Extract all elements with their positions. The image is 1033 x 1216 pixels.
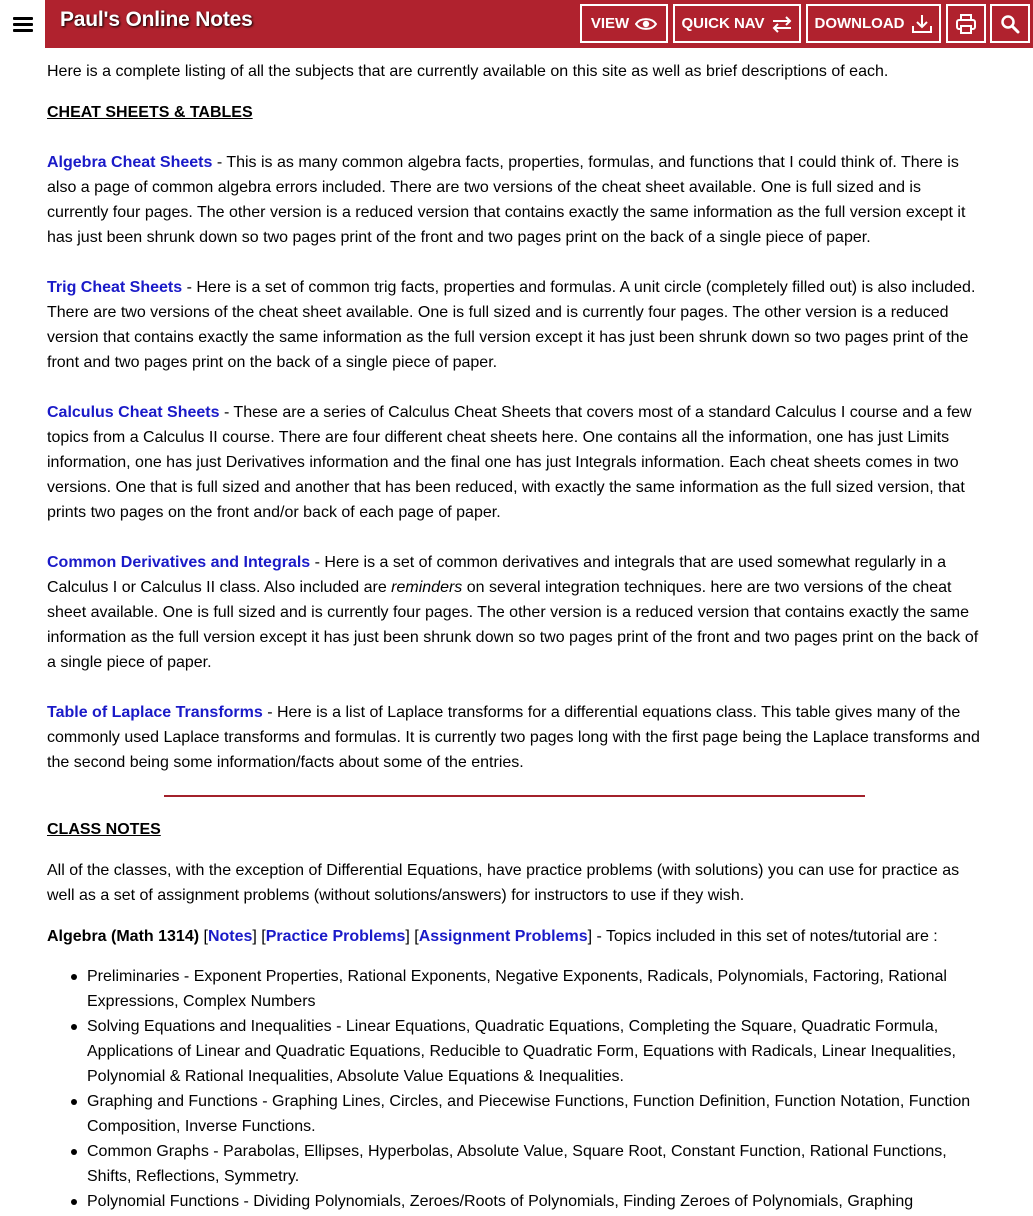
print-button[interactable] xyxy=(946,4,986,43)
laplace-transforms-link[interactable]: Table of Laplace Transforms xyxy=(47,704,263,721)
algebra-topics-list xyxy=(47,964,983,1214)
calculus-cheat-sheets-link[interactable]: Calculus Cheat Sheets xyxy=(47,404,220,421)
brand-bar xyxy=(45,0,1033,48)
view-button[interactable]: VIEW xyxy=(580,4,668,43)
list-item: Preliminaries - Exponent Properties, Rational Exponents, Negative Exponents, Radicals, Polynomials, Factoring, Rational Expressions, Complex Numbers xyxy=(87,964,983,1014)
swap-arrows-icon xyxy=(771,15,793,33)
top-bar xyxy=(0,0,1033,48)
laplace-transforms-desc: - Here is a list of Laplace transforms for a differential equations class. This table gives many of the commonly used Laplace transforms and formulas. It is currently two pages long with the first page being the Laplace transforms and the second being some information/facts about some of the entries. xyxy=(47,704,980,771)
trig-cheat-sheets-desc: - Here is a set of common trig facts, properties and formulas. A unit circle (completely filled out) is also included. There are two versions of the cheat sheet available. One is full sized and is currently four pages. The other version is a reduced version that contains exactly the same information as the full version except it has just been shrunk down so two pages print of the front and two pages print on the back of a single piece of paper. xyxy=(47,279,976,371)
cheat-sheet-item-laplace xyxy=(47,700,983,775)
algebra-cheat-sheets-link[interactable]: Algebra Cheat Sheets xyxy=(47,154,213,171)
cheat-sheet-item-algebra xyxy=(47,150,983,250)
list-item: Graphing and Functions - Graphing Lines, Circles, and Piecewise Functions, Function Definition, Function Notation, Function Composition, Inverse Functions. xyxy=(87,1089,983,1139)
section-divider xyxy=(164,795,865,797)
intro-text: Here is a complete listing of all the subjects that are currently available on this site as well as brief descriptions of each. xyxy=(47,63,889,80)
algebra-cheat-sheets-desc: - This is as many common algebra facts, properties, formulas, and functions that I could think of. There is also a page of common algebra errors included. There are two versions of the cheat sheet available. One is full sized and is currently four pages. The other version is a reduced version that contains exactly the same information as the full version except it has just been shrunk down so two pages print of the front and two pages print on the back of a single piece of paper. xyxy=(47,154,966,246)
list-item: Solving Equations and Inequalities - Linear Equations, Quadratic Equations, Completing the Square, Quadratic Formula, Applications of Linear and Quadratic Equations, Reducible to Quadratic Form, Equations with Radicals, Linear Inequalities, Polynomial & Rational Inequalities, Absolute Value Equations & Inequalities. xyxy=(87,1014,983,1089)
cheat-sheets-heading: CHEAT SHEETS & TABLES xyxy=(47,104,253,121)
printer-icon xyxy=(955,14,977,34)
class-notes-intro: All of the classes, with the exception of Differential Equations, have practice problems (with solutions) you can use for practice as well as a set of assignment problems (without solutions/answers) for instructors to use if they wish. xyxy=(47,862,960,904)
algebra-notes-link[interactable]: Notes xyxy=(207,928,253,945)
algebra-practice-problems-link[interactable]: Practice Problems xyxy=(265,928,406,945)
list-item: Polynomial Functions - Dividing Polynomials, Zeroes/Roots of Polynomials, Finding Zeroes of Polynomials, Graphing xyxy=(87,1189,983,1214)
menu-icon[interactable] xyxy=(0,0,45,48)
common-derivatives-desc-em: reminders xyxy=(391,579,463,596)
trig-cheat-sheets-link[interactable]: Trig Cheat Sheets xyxy=(47,279,183,296)
algebra-class-line: Algebra (Math 1314) [Notes] [Practice Problems] [Assignment Problems] - Topics included in this set of notes/tutorial are : xyxy=(47,928,938,945)
algebra-assignment-problems-link[interactable]: Assignment Problems xyxy=(418,928,588,945)
class-notes-heading: CLASS NOTES xyxy=(47,821,161,838)
quick-nav-button[interactable]: QUICK NAV xyxy=(673,4,801,43)
search-icon xyxy=(1000,14,1020,34)
common-derivatives-link[interactable]: Common Derivatives and Integrals xyxy=(47,554,311,571)
cheat-sheet-item-derivatives xyxy=(47,550,983,675)
calculus-cheat-sheets-desc: - These are a series of Calculus Cheat Sheets that covers most of a standard Calculus I course and a few topics from a Calculus II course. There are four different cheat sheets here. One contains all the information, one has just Limits information, one has just Derivatives information and the final one has just Integrals information. Each cheat sheets comes in two versions. One that is full sized and another that has been reduced, with exactly the same information as the full sized version, that prints two pages on the front and/or back of each page of paper. xyxy=(47,404,972,521)
list-item: Common Graphs - Parabolas, Ellipses, Hyperbolas, Absolute Value, Square Root, Constant Function, Rational Functions, Shifts, Reflections, Symmetry. xyxy=(87,1139,983,1189)
eye-icon xyxy=(635,16,657,32)
common-derivatives-desc-b: on several integration techniques. here are two versions of the cheat sheet available. One is full sized and is currently four pages. The other version is a reduced version that contains exactly the same information as the full version except it has just been shrunk down so two pages print of the front and two pages print on the back of a single piece of paper. xyxy=(47,579,979,671)
download-icon xyxy=(911,14,933,34)
download-button[interactable]: DOWNLOAD xyxy=(806,4,941,43)
cheat-sheet-item-calculus xyxy=(47,400,983,525)
site-title[interactable]: Paul's Online Notes xyxy=(60,8,253,31)
cheat-sheet-item-trig xyxy=(47,275,983,375)
algebra-class-title: Algebra (Math 1314) xyxy=(47,928,200,945)
search-button[interactable] xyxy=(990,4,1030,43)
common-derivatives-desc-a: - Here is a set of common derivatives and integrals that are used somewhat regularly in a Calculus I or Calculus II class. Also included are xyxy=(47,554,947,596)
